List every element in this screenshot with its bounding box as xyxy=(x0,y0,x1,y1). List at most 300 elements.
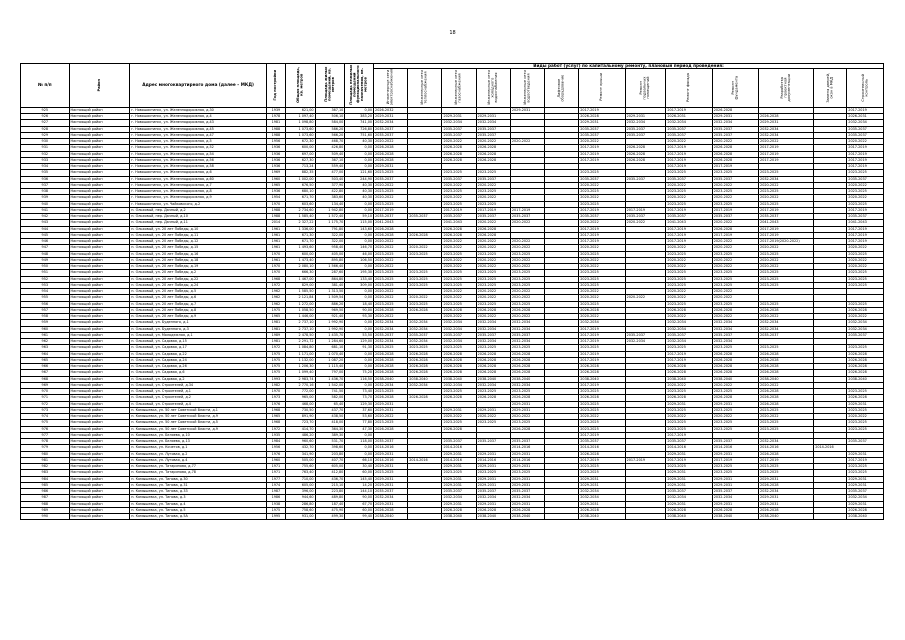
cell-district: Настоящий район xyxy=(69,257,130,263)
cell-total-area: 666,30 xyxy=(285,270,315,276)
cell-address: п. Комышевка, ул. Кочетов, д.1 xyxy=(130,445,267,451)
cell-roof: 2035-2037 xyxy=(579,176,625,182)
cell-drainage: 2020-2022 xyxy=(510,239,544,245)
cell-electric: 2026-2028 xyxy=(374,232,408,238)
cell-roof: 2020-2022 xyxy=(579,257,625,263)
cell-foundation: 2026-2028 xyxy=(712,157,758,163)
cell-total-area: 341,90 xyxy=(285,451,315,457)
cell-design-docs: 2032-2034 xyxy=(759,320,814,326)
cell-foundation: 2029-2031 xyxy=(712,501,758,507)
cell-electric: 2041-2043 xyxy=(374,220,408,226)
cell-num: 930 xyxy=(21,139,70,145)
cell-gas: 2023-2025 xyxy=(442,420,476,426)
cell-nonliving-area: 0,00 xyxy=(345,239,374,245)
cell-gas: 2029-2031 xyxy=(442,407,476,413)
cell-water: 2023-2025 xyxy=(476,201,510,207)
cell-nonliving-area: 0,00 xyxy=(345,145,374,151)
cell-construction-control: 2026-2028 xyxy=(847,307,884,313)
cell-water: 2023-2025 xyxy=(476,251,510,257)
cell-num: 967 xyxy=(21,370,70,376)
cell-district: Настоящий район xyxy=(69,239,130,245)
cell-address: г. Новошахтинск, ул. Железнодорожная, д.9 xyxy=(130,195,267,201)
cell-district: Настоящий район xyxy=(69,507,130,513)
cell-gas: 2023-2025 xyxy=(442,189,476,195)
cell-district: Настоящий район xyxy=(69,401,130,407)
cell-gas: 2032-2034 xyxy=(442,120,476,126)
cell-year: 1988 xyxy=(267,132,286,138)
cell-year: 1975 xyxy=(267,307,286,313)
cell-electric: 2020-2022 xyxy=(374,257,408,263)
cell-district: Настоящий район xyxy=(69,414,130,420)
cell-num: 979 xyxy=(21,445,70,451)
cell-facade: 2020-2022 xyxy=(666,245,712,251)
cell-electric: 2026-2028 xyxy=(374,151,408,157)
cell-facade: 2029-2031 xyxy=(666,482,712,488)
cell-facade: 2029-2031 xyxy=(666,476,712,482)
cell-nonliving-area: 30,40 xyxy=(345,464,374,470)
cell-num: 960 xyxy=(21,326,70,332)
cell-gas: 2026-2028 xyxy=(442,357,476,363)
cell-electric: 2026-2028 xyxy=(374,226,408,232)
cell-nonliving-area: 0,00 xyxy=(345,357,374,363)
cell-facade: 2026-2031 xyxy=(666,114,712,120)
cell-facade: 2020-2022 xyxy=(666,382,712,388)
cell-construction-control: 2041-2043 xyxy=(847,220,884,226)
cell-water: 2038-2040 xyxy=(476,376,510,382)
cell-district: Настоящий район xyxy=(69,482,130,488)
cell-electric: 2029-2031 xyxy=(374,482,408,488)
cell-roof: 2017-2019 xyxy=(579,351,625,357)
cell-gas: 2014-2016 xyxy=(442,457,476,463)
cell-heating: 2026-2028 xyxy=(408,232,442,238)
cell-year: 1936 xyxy=(267,151,286,157)
cell-gas: 2035-2037 xyxy=(442,132,476,138)
cell-district: Настоящий район xyxy=(69,451,130,457)
cell-design-docs: 2017-2019 xyxy=(759,151,814,157)
cell-year: 1956 xyxy=(267,139,286,145)
cell-foundation: 2020-2022 xyxy=(712,414,758,420)
cell-total-area: 1 002,00 xyxy=(285,176,315,182)
cell-roof: 2023-2025 xyxy=(579,301,625,307)
cell-living-area: 203,80 xyxy=(315,451,345,457)
table-body xyxy=(21,107,884,520)
cell-total-area: 931,00 xyxy=(285,514,315,520)
cell-construction-control: 2026-2028 xyxy=(847,364,884,370)
cell-year: 1968 xyxy=(267,420,286,426)
cell-electric: 2026-2028 xyxy=(374,145,408,151)
cell-design-docs: 2032-2034 xyxy=(759,489,814,495)
cell-construction-control: 2038-2040 xyxy=(847,376,884,382)
cell-design-docs: 2020-2022 xyxy=(759,257,814,263)
cell-foundation: 2032-2034 xyxy=(712,339,758,345)
cell-nonliving-area: 143,60 xyxy=(345,226,374,232)
cell-heating: 2026-2028 xyxy=(408,307,442,313)
cell-gas: 2035-2037 xyxy=(442,126,476,132)
cell-drainage: 2032-2034 xyxy=(510,382,544,388)
cell-district: Настоящий район xyxy=(69,439,130,445)
cell-district: Настоящий район xyxy=(69,420,130,426)
cell-address: г. Новошахтинск, ул. Железнодорожная, д.30 xyxy=(130,107,267,113)
cell-foundation: 2038-2040 xyxy=(712,514,758,520)
cell-construction-control: 2023-2025 xyxy=(847,345,884,351)
cell-design-docs: 2032-2034 xyxy=(759,132,814,138)
cell-design-docs: 2026-2028 xyxy=(759,507,814,513)
cell-design-docs: 2020-2022 xyxy=(759,245,814,251)
cell-design-docs: 2020-2022 xyxy=(759,314,814,320)
cell-gas: 2023-2025 xyxy=(442,201,476,207)
cell-nonliving-area: 40,30 xyxy=(345,139,374,145)
cell-drainage: 2032-2034 xyxy=(510,495,544,501)
cell-basement: 2020-2022 xyxy=(625,295,666,301)
cell-water: 2026-2028 xyxy=(476,157,510,163)
cell-doors-windows: 2014-2016 xyxy=(814,445,847,451)
cell-total-area: 2 983,74 xyxy=(285,376,315,382)
cell-num: 953 xyxy=(21,282,70,288)
cell-total-area: 2 737,10 xyxy=(285,320,315,326)
cell-nonliving-area: 741,00 xyxy=(345,120,374,126)
cell-living-area: 1 435,70 xyxy=(315,332,345,338)
cell-district: Настоящий район xyxy=(69,132,130,138)
cell-roof: 2017-2019 xyxy=(579,339,625,345)
cell-total-area: 621,00 xyxy=(285,107,315,113)
cell-year: 1956 xyxy=(267,445,286,451)
cell-facade: 2026-2028 xyxy=(666,370,712,376)
cell-water: 2032-2034 xyxy=(476,382,510,388)
cell-nonliving-area: 37,60 xyxy=(345,407,374,413)
cell-design-docs: 2029-2031 xyxy=(759,120,814,126)
cell-basement xyxy=(625,514,666,520)
cell-district: Настоящий район xyxy=(69,164,130,170)
cell-gas: 2026-2028 xyxy=(442,351,476,357)
cell-construction-control: 2017-2019 xyxy=(847,157,884,163)
cell-facade: 2020-2022 xyxy=(666,314,712,320)
cell-construction-control: 2020-2022 xyxy=(847,257,884,263)
cell-num: 943 xyxy=(21,220,70,226)
cell-gas: 2035-2037 xyxy=(442,214,476,220)
cell-num: 956 xyxy=(21,301,70,307)
cell-basement: 2035-2037 xyxy=(625,126,666,132)
cell-drainage: 2029-2031 xyxy=(510,451,544,457)
cell-roof: 2023-2025 xyxy=(579,189,625,195)
cell-electric: 2020-2022 xyxy=(374,289,408,295)
cell-water: 2020-2022 xyxy=(476,289,510,295)
cell-nonliving-area: 0,00 xyxy=(345,264,374,270)
cell-total-area: 1 099,40 xyxy=(285,370,315,376)
cell-district: Настоящий район xyxy=(69,445,130,451)
cell-gas: 2026-2028 xyxy=(442,157,476,163)
cell-foundation: 2029-2031 xyxy=(712,114,758,120)
cell-foundation: 2020-2022 xyxy=(712,195,758,201)
cell-foundation: 2032-2034 xyxy=(712,120,758,126)
cell-electric: 2023-2025 xyxy=(374,301,408,307)
cell-district: Настоящий район xyxy=(69,370,130,376)
cell-heating: 2023-2025 xyxy=(408,276,442,282)
cell-gas: 2020-2022 xyxy=(442,295,476,301)
cell-roof: 2017-2019 xyxy=(579,239,625,245)
cell-nonliving-area: 133,40 xyxy=(345,276,374,282)
cell-living-area: 1 509,54 xyxy=(315,295,345,301)
cell-gas: 2023-2025 xyxy=(442,470,476,476)
cell-num: 989 xyxy=(21,507,70,513)
cell-construction-control: 2017-2019 xyxy=(847,232,884,238)
cell-water: 2032-2034 xyxy=(476,320,510,326)
cell-num: 981 xyxy=(21,457,70,463)
cell-foundation: 2038-2040 xyxy=(712,376,758,382)
cell-nonliving-area: 0,00 xyxy=(345,364,374,370)
cell-roof: 2023-2025 xyxy=(579,276,625,282)
cell-electric: 2020-2022 xyxy=(374,295,408,301)
cell-foundation: 2017-2019 xyxy=(712,457,758,463)
cell-foundation: 2023-2025 xyxy=(712,426,758,432)
cell-basement: 2017-2019 xyxy=(625,207,666,213)
cell-living-area: 566,20 xyxy=(315,132,345,138)
cell-nonliving-area: 129,30 xyxy=(345,401,374,407)
cell-water: 2032-2034 xyxy=(476,120,510,126)
cell-total-area: 723,70 xyxy=(285,420,315,426)
cell-facade: 2029-2031 xyxy=(666,451,712,457)
cell-roof: 2035-2037 xyxy=(579,132,625,138)
cell-facade: 2035-2037 xyxy=(666,332,712,338)
cell-nonliving-area: 0,00 xyxy=(345,295,374,301)
cell-year: 1965 xyxy=(267,182,286,188)
cell-total-area: 671,70 xyxy=(285,239,315,245)
cell-drainage: 2020-2022 xyxy=(510,220,544,226)
cell-year: 1961 xyxy=(267,239,286,245)
cell-address: п. Комышевка, ул. Беляева, д.10 xyxy=(130,432,267,438)
cell-roof: 2017-2019 xyxy=(579,107,625,113)
cell-nonliving-area: 0,00 xyxy=(345,207,374,213)
cell-year: 1970 xyxy=(267,264,286,270)
cell-drainage: 2014-2016 xyxy=(510,445,544,451)
cell-facade: 2023-2025 xyxy=(666,270,712,276)
cell-nonliving-area: 0,00 xyxy=(345,151,374,157)
header-total-area: Общая площадь, кв. метров xyxy=(285,64,315,108)
cell-year: 1970 xyxy=(267,251,286,257)
cell-water: 2020-2022 xyxy=(476,264,510,270)
cell-living-area: 1 284,60 xyxy=(315,339,345,345)
cell-roof: 2029-2031 xyxy=(579,476,625,482)
cell-electric: 2029-2031 xyxy=(374,164,408,170)
cell-heating: 2032-2034 xyxy=(408,382,442,388)
cell-heating: 2023-2025 xyxy=(408,251,442,257)
cell-total-area: 671,70 xyxy=(285,195,315,201)
cell-gas: 2032-2034 xyxy=(442,326,476,332)
cell-year: 1986 xyxy=(267,495,286,501)
cell-total-area: 1 058,50 xyxy=(285,307,315,313)
cell-total-area: 755,60 xyxy=(285,464,315,470)
cell-living-area: 407,70 xyxy=(315,457,345,463)
cell-num: 984 xyxy=(21,476,70,482)
cell-roof: 2020-2022 xyxy=(579,195,625,201)
cell-roof: 2035-2037 xyxy=(579,214,625,220)
cell-facade: 2032-2034 xyxy=(666,120,712,126)
cell-num: 931 xyxy=(21,145,70,151)
cell-year: 1962 xyxy=(267,301,286,307)
cell-water: 2026-2028 xyxy=(476,507,510,513)
cell-basement: 2026-2028 xyxy=(625,151,666,157)
cell-living-area: 586,20 xyxy=(315,126,345,132)
cell-foundation: 2035-2037 xyxy=(712,439,758,445)
cell-living-area: 584,00 xyxy=(315,120,345,126)
cell-num: 941 xyxy=(21,207,70,213)
cell-num: 959 xyxy=(21,320,70,326)
header-electric: Инженерные сети электроснабжения xyxy=(374,69,408,108)
cell-drainage: 2023-2025 xyxy=(510,470,544,476)
cell-district: Настоящий район xyxy=(69,251,130,257)
cell-gas: 2035-2037 xyxy=(442,489,476,495)
cell-electric: 2020-2022 xyxy=(374,239,408,245)
cell-address: г. Новошахтинск, ул. Железнодорожная, д.52 xyxy=(130,145,267,151)
cell-construction-control: 2023-2025 xyxy=(847,276,884,282)
cell-drainage: 2038-2040 xyxy=(510,514,544,520)
cell-district: Настоящий район xyxy=(69,182,130,188)
cell-num: 966 xyxy=(21,364,70,370)
cell-gas: 2038-2040 xyxy=(442,376,476,382)
cell-roof: 2017-2019 xyxy=(579,226,625,232)
cell-design-docs: 2023-2025 xyxy=(759,407,814,413)
cell-heating: 2023-2025 xyxy=(408,301,442,307)
cell-foundation: 2026-2028 xyxy=(712,395,758,401)
cell-water: 2020-2022 xyxy=(476,257,510,263)
cell-living-area: 582,00 xyxy=(315,395,345,401)
cell-drainage: 2035-2037 xyxy=(510,332,544,338)
cell-roof: 2032-2034 xyxy=(579,320,625,326)
cell-address: г. Новошахтинск, ул. Железнодорожная, д.45 xyxy=(130,126,267,132)
cell-water: 2029-2031 xyxy=(476,501,510,507)
cell-facade: 2017-2019 xyxy=(666,351,712,357)
cell-electric: 2014-2016 xyxy=(374,445,408,451)
cell-num: 952 xyxy=(21,276,70,282)
cell-total-area: 603,60 xyxy=(285,201,315,207)
cell-year: 1970 xyxy=(267,201,286,207)
cell-total-area: 713,24 xyxy=(285,164,315,170)
cell-gas: 2026-2028 xyxy=(442,370,476,376)
cell-address: п. Ольховый, ул. 20 лет Победы, д.10 xyxy=(130,226,267,232)
cell-roof: 2023-2025 xyxy=(579,426,625,432)
page-number: 18 xyxy=(449,30,456,36)
cell-nonliving-area: 75,20 xyxy=(345,370,374,376)
cell-roof: 2023-2025 xyxy=(579,389,625,395)
cell-electric: 2035-2037 xyxy=(374,126,408,132)
cell-num: 951 xyxy=(21,270,70,276)
cell-address: г. Новошахтинск, ул. Железнодорожная, д.56 xyxy=(130,157,267,163)
cell-design-docs: 2023-2025 xyxy=(759,470,814,476)
cell-gas: 2029-2031 xyxy=(442,476,476,482)
cell-year: 1995 xyxy=(267,514,286,520)
cell-num: 957 xyxy=(21,307,70,313)
cell-construction-control: 2020-2022 xyxy=(847,264,884,270)
cell-design-docs: 2017-2019 xyxy=(759,207,814,213)
cell-year: 1975 xyxy=(267,364,286,370)
cell-foundation: 2023-2025 xyxy=(712,407,758,413)
cell-total-area: 1 467,00 xyxy=(285,276,315,282)
cell-address: п. Комышевка, ул. Типова, д.5 xyxy=(130,507,267,513)
cell-district: Настоящий район xyxy=(69,426,130,432)
cell-nonliving-area: 0,00 xyxy=(345,382,374,388)
cell-living-area: 367,10 xyxy=(315,107,345,113)
cell-address: г. Новошахтинск, ул. Железнодорожная, д.43 xyxy=(130,120,267,126)
cell-district: Настоящий район xyxy=(69,114,130,120)
cell-address: п. Ольховый, ул. 20 лет Победы, д.8 xyxy=(130,307,267,313)
cell-construction-control: 2017-2019 xyxy=(847,226,884,232)
cell-num: 986 xyxy=(21,489,70,495)
cell-foundation: 2023-2025 xyxy=(712,276,758,282)
cell-foundation: 2023-2025 xyxy=(712,189,758,195)
cell-heating: 2020-2022 xyxy=(408,295,442,301)
cell-basement: 2017-2019 xyxy=(625,457,666,463)
cell-address: г. Новошахтинск, ул. Железнодорожная, д.58 xyxy=(130,164,267,170)
cell-year: 1960 xyxy=(267,176,286,182)
cell-living-area: 499,30 xyxy=(315,514,345,520)
cell-facade: 2017-2019 xyxy=(666,145,712,151)
cell-foundation: 2023-2025 xyxy=(712,301,758,307)
cell-gas: 2026-2028 xyxy=(442,426,476,432)
cell-nonliving-area: 0,00 xyxy=(345,351,374,357)
cell-nonliving-area: 14,20 xyxy=(345,482,374,488)
cell-water: 2020-2022 xyxy=(476,139,510,145)
cell-drainage: 2026-2028 xyxy=(510,357,544,363)
cell-year: 1977 xyxy=(267,476,286,482)
cell-gas: 2026-2028 xyxy=(442,151,476,157)
cell-construction-control: 2020-2022 xyxy=(847,182,884,188)
cell-total-area: 600,00 xyxy=(285,251,315,257)
cell-electric: 2029-2031 xyxy=(374,501,408,507)
cell-address: п. Ольховый, ул. 20 лет Победы, д.5 xyxy=(130,289,267,295)
cell-facade: 2017-2019 xyxy=(666,207,712,213)
cell-facade: 2035-2037 xyxy=(666,489,712,495)
works-title: Виды работ (услуг) по капитальному ремонту, плановый период проведения: xyxy=(374,64,884,69)
cell-design-docs: 2020-2022 xyxy=(759,195,814,201)
cell-total-area: 1 073,60 xyxy=(285,132,315,138)
cell-num: 929 xyxy=(21,132,70,138)
cell-design-docs: 2023-2025 xyxy=(759,270,814,276)
cell-district: Настоящий район xyxy=(69,120,130,126)
cell-district: Настоящий район xyxy=(69,432,130,438)
cell-facade: 2026-2028 xyxy=(666,307,712,313)
cell-facade: 2023-2025 xyxy=(666,170,712,176)
cell-living-area: 864,80 xyxy=(315,276,345,282)
cell-year: 1938 xyxy=(267,501,286,507)
cell-address: п. Ольховый, ул. 20 лет Победы, д.15 xyxy=(130,245,267,251)
cell-total-area: 960,60 xyxy=(285,439,315,445)
cell-nonliving-area: 0,00 xyxy=(345,201,374,207)
cell-design-docs: 2026-2028 xyxy=(759,114,814,120)
cell-design-docs: 2020-2022 xyxy=(759,414,814,420)
cell-facade: 2020-2022 xyxy=(666,139,712,145)
cell-nonliving-area: 309,00 xyxy=(345,282,374,288)
cell-facade: 2020-2022 xyxy=(666,414,712,420)
cell-num: 961 xyxy=(21,332,70,338)
cell-year: 2014 xyxy=(267,220,286,226)
cell-year: 1976 xyxy=(267,401,286,407)
cell-facade: 2017-2019 xyxy=(666,107,712,113)
cell-electric: 2029-2031 xyxy=(374,476,408,482)
cell-total-area: 1 171,00 xyxy=(285,351,315,357)
cell-total-area: 1 493,60 xyxy=(285,245,315,251)
cell-facade: 2023-2025 xyxy=(666,389,712,395)
cell-year: 1971 xyxy=(267,464,286,470)
cell-district: Настоящий район xyxy=(69,201,130,207)
table-row xyxy=(21,514,884,520)
cell-roof: 2023-2025 xyxy=(579,401,625,407)
cell-drainage: 2032-2034 xyxy=(510,326,544,332)
cell-water: 2035-2037 xyxy=(476,176,510,182)
cell-total-area: 600,00 xyxy=(285,145,315,151)
cell-year: 1972 xyxy=(267,345,286,351)
cell-foundation: 2035-2037 xyxy=(712,332,758,338)
header-heating: Инженерные сети теплоснабжения xyxy=(408,69,442,108)
cell-design-docs: 2014-2016 xyxy=(759,445,814,451)
